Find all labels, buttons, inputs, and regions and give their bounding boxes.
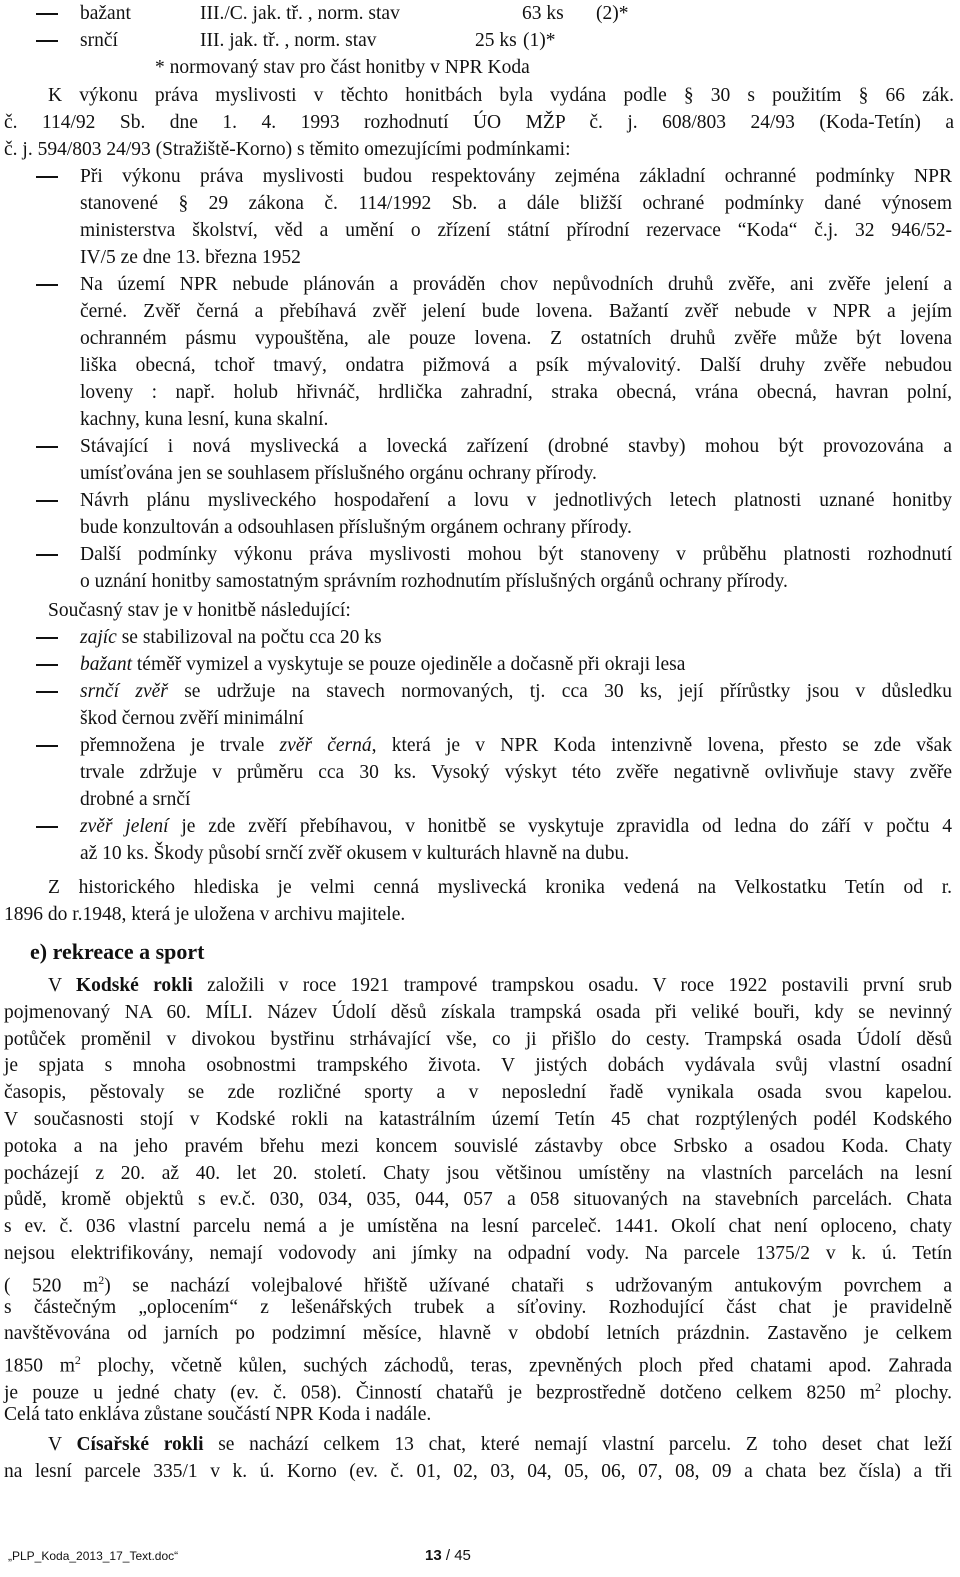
condition-line: Při výkonu práva myslivosti budou respektovány zejména základní ochranné podmínky NPR (80, 166, 952, 187)
species-term: zvěř černá (279, 735, 372, 756)
paragraph-line: na lesní parcele 335/1 v k. ú. Korno (ev. č. 01, 02, 03, 04, 05, 06, 07, 08, 09 a chata bez čísla) a tři (4, 1461, 952, 1482)
footer-page-number: 13 / 45 (425, 1547, 471, 1564)
paragraph-line: je pouze u jedné chaty (ev. č. 058). Činností chatařů je bezprostředně dotčeno celkem 8250 $m^2$ plochy. (4, 1380, 952, 1404)
paragraph-line: 1850 $m^2$ plochy, včetně kůlen, suchých záchodů, teras, zpevněných ploch před chatami apod. Zahrada (4, 1353, 952, 1377)
paragraph-line: je spjata s mnoha osobnostmi trampského života. V jistých dobách vydávala svůj vlastní osadní (4, 1055, 952, 1077)
current-state-line: srnčí zvěř se udržuje na stavech normovaných, tj. cca 30 ks, její přírůstky jsou v důsledku (80, 681, 952, 702)
hunting-animal: srnčí (80, 30, 118, 51)
current-state-line: až 10 ks. Škody působí srnčí zvěř okusem v kulturách hlavně na dubu. (80, 843, 630, 864)
species-term: bažant (80, 654, 133, 675)
list-bullet-dash (36, 691, 58, 693)
species-term: zvěř jelení (80, 816, 169, 837)
hunting-count: 63 ks (522, 3, 564, 24)
list-bullet-dash (36, 446, 58, 448)
page-current: 13 (425, 1547, 442, 1564)
condition-line: Na území NPR nebude plánován a prováděn chov nepůvodních druhů zvěře, ani zvěře jelení a (80, 274, 952, 295)
intro-line: č. j. 594/803 24/93 (Stražiště-Korno) s těmito omezujícími podmínkami: (4, 139, 571, 160)
species-term: srnčí zvěř (80, 681, 168, 702)
section-title: e) rekreace a sport (30, 939, 205, 964)
paragraph-line: potůček proměnil v divokou bystřinu strhávající vše, co ji přišlo do cesty. Trampská osada Údolí děsů (4, 1028, 952, 1050)
list-bullet-dash (36, 664, 58, 666)
paragraph-line: potoka a na jeho pravém břehu mezi koncem souvislé zástavby obce Srbsko a osadou Koda. Chaty (4, 1135, 952, 1157)
current-state-line: bažant téměř vymizel a vyskytuje se pouze ojediněle a dočasně při okraji lesa (80, 654, 686, 675)
condition-line: IV/5 ze dne 13. března 1952 (80, 247, 301, 268)
hunting-note: (1)* (523, 30, 556, 51)
footnote: * normovaný stav pro část honitby v NPR Koda (155, 57, 530, 78)
list-bullet-dash (36, 13, 58, 15)
footer-filename: „PLP_Koda_2013_17_Text.doc“ (8, 1549, 179, 1563)
history-line: Z historického hlediska je velmi cenná myslivecká kronika vedená na Velkostatku Tetín od r. (48, 877, 952, 898)
condition-line: liška obecná, tchoř tmavý, ondatra pižmová a psík mývalovitý. Další druhy zvěře nebudou (80, 355, 952, 376)
intro-line: č. 114/92 Sb. dne 1. 4. 1993 rozhodnutí ÚO MŽP č. j. 608/803 24/93 (Koda-Tetín) a (4, 112, 954, 133)
list-bullet-dash (36, 826, 58, 828)
current-state-line: škod černou zvěří minimální (80, 708, 304, 729)
hunting-count: 25 ks (475, 30, 517, 51)
hunting-note: (2)* (596, 3, 629, 24)
condition-line: ochranném pásmu vypouštěna, ale pouze lovena. Z ostatních druhů zvěře může být lovena (80, 328, 952, 349)
list-bullet-dash (36, 745, 58, 747)
current-state-intro: Současný stav je v honitbě následující: (48, 600, 351, 621)
condition-line: Stávající i nová myslivecká a lovecká zařízení (drobné stavby) mohou být provozována a (80, 436, 952, 457)
list-bullet-dash (36, 500, 58, 502)
list-bullet-dash (36, 554, 58, 556)
paragraph-line: V Kodské rokli založili v roce 1921 trampové trampskou osadu. V roce 1922 postavili první srub (48, 975, 952, 996)
condition-line: černé. Zvěř černá a přebíhavá zvěř jelení bude lovena. Bažantí zvěř nebude v NPR a jejím (80, 301, 952, 322)
condition-line: Další podmínky výkonu práva myslivosti mohou být stanoveny v průběhu platnosti rozhodnutí (80, 544, 952, 565)
paragraph-line: V Císařské rokli se nachází celkem 13 chat, které nemají vlastní parcelu. Z toho deset chat leží (48, 1434, 952, 1455)
condition-line: bude konzultován a odsouhlasen příslušným orgánem ochrany přírody. (80, 517, 632, 538)
current-state-line: trvale zdržuje v průměru cca 30 ks. Vysoký výskyt této zvěře negativně ovlivňuje stavy zvěře (80, 762, 952, 783)
history-line: 1896 do r.1948, která je uložena v archivu majitele. (4, 904, 406, 925)
paragraph-line: pocházejí z 20. až 40. let 20. století. Chaty jsou většinou umístěny na vlastních parcelách na lesní (4, 1162, 952, 1184)
list-bullet-dash (36, 176, 58, 178)
paragraph-line: s částečným „oplocením“ z lešenářských trubek a síťoviny. Rozhodující část chat je pravidelně (4, 1296, 952, 1318)
condition-line: Návrh plánu mysliveckého hospodaření a lovu v jednotlivých letech platnosti uznané honitby (80, 490, 952, 511)
place-name: Císařské rokli (76, 1434, 204, 1455)
place-name: Kodské rokli (75, 975, 193, 996)
species-term: zajíc (80, 627, 117, 648)
paragraph-line: Celá tato enkláva zůstane součástí NPR Koda i nadále. (4, 1403, 432, 1425)
paragraph-line: časopis, pěstovaly se zde rozličné sporty a v neposlední řadě vynikala osada svou kapelou. (4, 1082, 952, 1104)
list-bullet-dash (36, 637, 58, 639)
condition-line: kachny, kuna lesní, kuna skalní. (80, 409, 329, 430)
paragraph-line: půdě, kromě objektů s ev.č. 030, 034, 035, 044, 057 a 058 situovaných na stavebních parcelách. Chata (4, 1189, 952, 1211)
current-state-line: zajíc se stabilizoval na počtu cca 20 ks (80, 627, 382, 648)
paragraph-line: nejsou elektrifikovány, nemají vodovody ani jímky na odpadní vody. Na parcele 1375/2 v k. ú. Tetín (4, 1243, 952, 1264)
paragraph-line: ( 520 $m^2$) se nachází volejbalové hřiště užívané chataři s udržovaným antukovým povrchem a (4, 1272, 953, 1297)
paragraph-line: pojmenovaný NA 60. MÍLI. Název Údolí děsů získala trampská osada při veliké bouři, kdy se nevinný (4, 1001, 952, 1023)
condition-line: umísťována jen se souhlasem příslušného orgánu ochrany přírody. (80, 463, 597, 484)
list-bullet-dash (36, 284, 58, 286)
page-total: 45 (454, 1547, 471, 1564)
current-state-line: zvěř jelení je zde zvěří přebíhavou, v honitbě se vyskytuje zpravidla od ledna do září v počtu 4 (80, 816, 952, 837)
list-bullet-dash (36, 40, 58, 42)
condition-line: o uznání honitby samostatným správním rozhodnutím příslušných orgánů ochrany přírody. (80, 571, 788, 592)
condition-line: ministerstva školství, věd a umění o zřízení státní přírodní rezervace “Koda“ č.j. 32 946/52- (80, 220, 952, 241)
hunting-class: III. jak. tř. , norm. stav (200, 30, 377, 51)
paragraph-line: s ev. č. 036 vlastní parcelu nemá a je umístěna na lesní parceleč. 1441. Okolí chat není oploceno, chaty (4, 1216, 952, 1238)
current-state-line: drobné a srnčí (80, 789, 191, 810)
paragraph-line: V současnosti stojí v Kodské rokli na katastrálním území Tetín 45 chat rozptýlených podél Kodského (4, 1109, 952, 1130)
condition-line: stanovené § 29 zákona č. 114/1992 Sb. a dále bližší ochrané podmínky dané výnosem (80, 193, 952, 214)
hunting-class: III./C. jak. tř. , norm. stav (200, 3, 400, 24)
paragraph-line: navštěvována od jarních po podzimní měsíce, hlavně v období letních prázdnin. Zastavěno je celkem (4, 1323, 952, 1345)
hunting-animal: bažant (80, 3, 131, 24)
intro-line: K výkonu práva myslivosti v těchto honitbách byla vydána podle § 30 s použitím § 66 zák. (48, 85, 954, 106)
current-state-line: přemnožena je trvale zvěř černá, která je v NPR Koda intenzivně lovena, přesto se zde však (80, 735, 952, 756)
condition-line: loveny : např. holub hřivnáč, hrdlička zahradní, straka obecná, vrána obecná, havran polní, (80, 382, 952, 403)
